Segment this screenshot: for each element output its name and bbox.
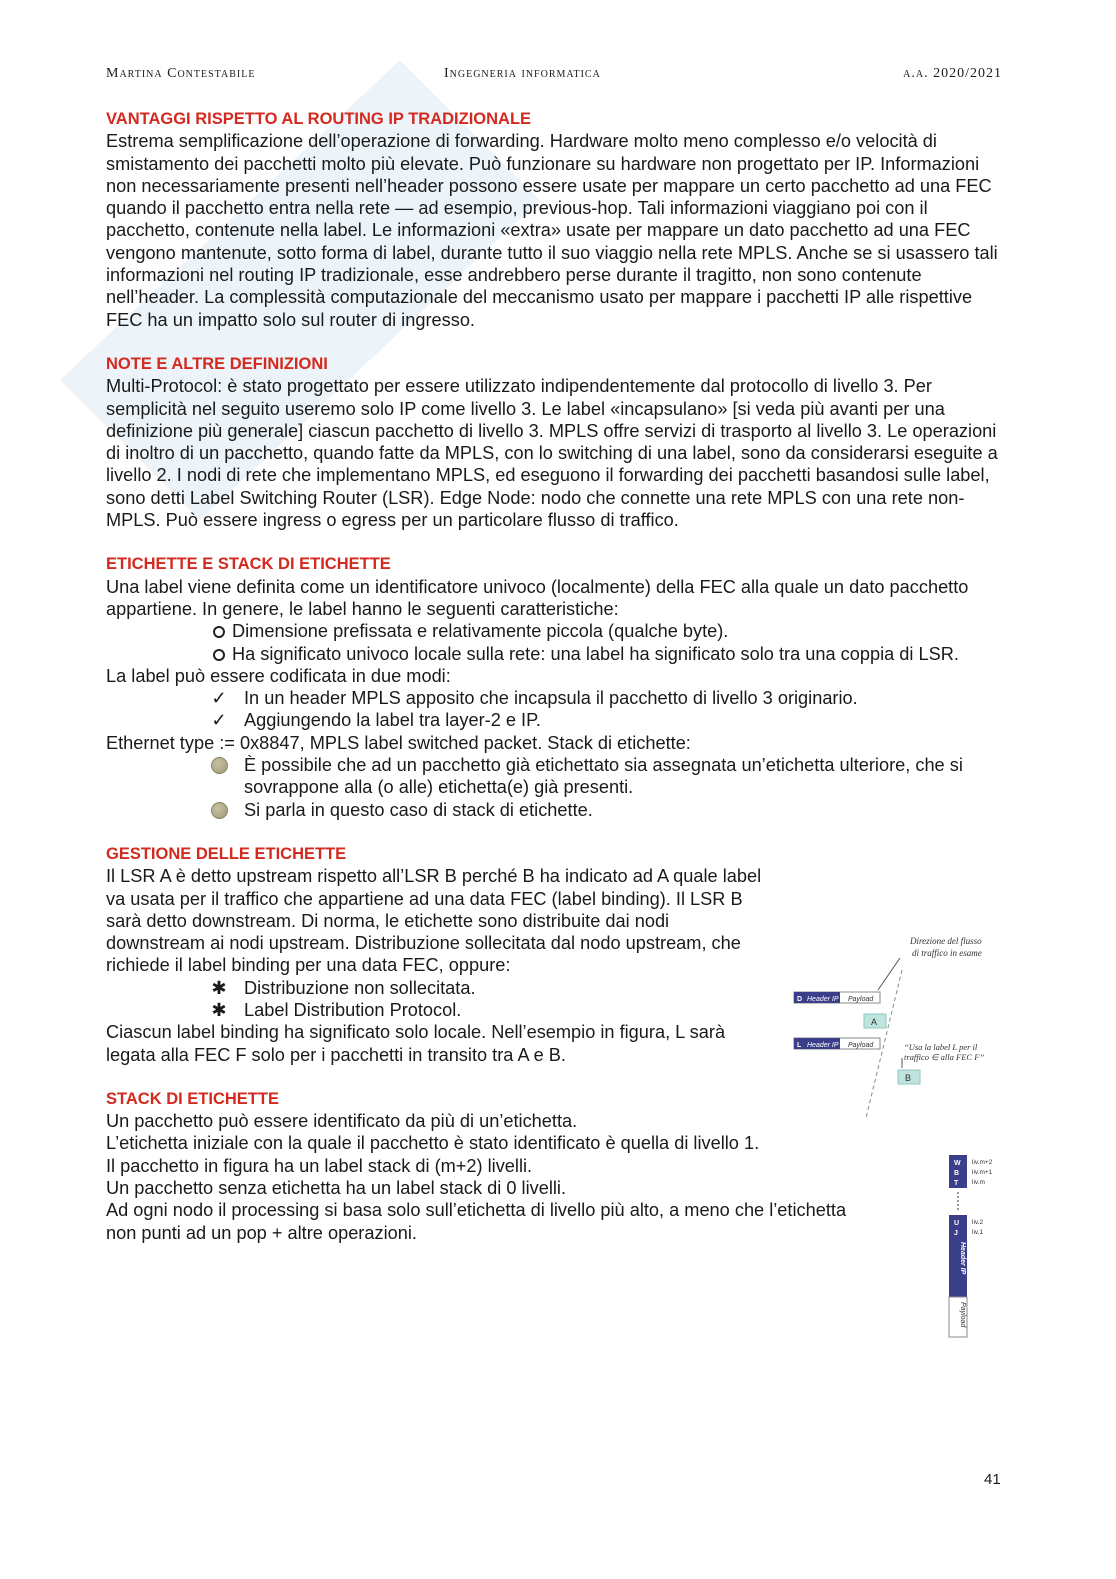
quote-text: “Usa la label L per il [904,1042,978,1052]
stack-label: J [954,1230,958,1237]
direction-label: di traffico in esame [912,948,982,958]
packet-label: L [797,1042,802,1049]
header-text: Header IP [807,1042,839,1049]
stack-level: liv.m+2 [972,1159,993,1166]
packet-label: D [797,996,803,1003]
section-body: Multi-Protocol: è stato progettato per essere utilizzato indipendentemente dal protocollo di livello 3. Per semplicità nel seguito useremo solo IP come livello 3. Le label «incapsulano» [si veda più avanti per una definizione più generale] ciascun pacchetto di livello 3. MPLS offre servizi di trasporto al livello 3. Le operazioni di inoltro di un pacchetto, quando fatte da MPLS, con lo switching di una label, sono da considerarsi eseguite a livello 2. I nodi di rete che implementano MPLS, ed eseguono il forwarding dei pacchetti basandosi sulle label, sono detti Label Switching Router (LSR). Edge Node: nodo che connette una rete MPLS con una rete non-MPLS. Può essere ingress o egress per un particolare flusso di traffico. [106,376,998,531]
section-closing: Ciascun label binding ha significato solo locale. Nell’esempio in figura, L sarà legata alla FEC F solo per i pacchetti in transito tra A e B. [106,1022,726,1065]
coding-intro: La label può essere codificata in due modi: [106,665,451,686]
header-author: Martina Contestabile [106,66,256,81]
list-item: ✱ Distribuzione non sollecitata. [211,977,476,998]
payload-text: Payload [848,996,874,1003]
direction-label: Direzione del flusso [910,936,982,946]
quote-text: traffico ∈ alla FEC F” [904,1052,985,1062]
node-a-label: A [871,1017,878,1027]
stack-line: Il pacchetto in figura ha un label stack di (m+2) livelli. [106,1155,533,1176]
header-text: Header IP [959,1242,966,1275]
list-item: Ha significato univoco locale sulla rete: una label ha significato solo tra una coppia di LSR. [106,643,1006,665]
list-item: ✱ Label Distribution Protocol. [211,999,462,1020]
circle-bullet-icon [210,620,228,643]
asterisk-icon: ✱ [211,999,227,1020]
header-year: a.a. 2020/2021 [903,66,1002,81]
check-icon: ✓ [211,710,227,731]
section-body: Il LSR A è detto upstream rispetto all’LSR B perché B ha indicato ad A quale label va usata per il traffico che appartiene ad una data FEC (label binding). Il LSR B sarà detto downstream. Di norma, le etichette sono distribuite dai nodi downstream ai nodi upstream. Distribuzione sollecitata dal nodo upstream, che richiede il label binding per una data FEC, oppure: [106,866,762,976]
dot-bullet-icon [210,754,228,779]
circle-bullet-icon [210,643,228,666]
section-body: Estrema semplificazione dell’operazione di forwarding. Hardware molto meno complesso e/o velocità di smistamento dei pacchetti molto più elevate. Può funzionare su hardware non progettato per IP. Informazioni non necessariamente presenti nell’header possono essere usate per mappare un certo pacchetto ad una FEC quando il pacchetto entra nella rete — ad esempio, previous-hop. Tali informazioni viaggiano poi con il pacchetto, contenute nella label. Le informazioni «extra» usate per mappare un dato pacchetto ad una FEC vengono mantenute, sotto forma di label, durante tutto il suo viaggio nella rete MPLS. Anche se si usassero tali informazioni nel routing IP tradizionale, esse andrebbero perse durante il tragitto, non sono contenute nell’header. La complessità computazionale del meccanismo usato per mappare i pacchetti IP alle rispettive FEC ha un impatto solo sul router di ingresso. [106,131,998,330]
stack-label: B [954,1170,960,1177]
section-intro: Una label viene definita come un identificatore univoco (localmente) della FEC alla quale un dato pacchetto appartiene. In genere, le label hanno le seguenti caratteristiche: [106,576,969,619]
stack-line: L’etichetta iniziale con la quale il pacchetto è stato identificato è quella di livello 1. [106,1133,760,1154]
node-b-label: B [905,1073,912,1083]
stack-level: liv.2 [972,1219,984,1226]
header-course: Ingegneria informatica [444,66,601,81]
asterisk-icon: ✱ [211,977,227,998]
check-icon: ✓ [211,688,227,709]
list-item: Si parla in questo caso di stack di etichette. [106,799,1006,821]
stack-level: liv.m+1 [972,1169,993,1176]
direction-arrow [878,958,900,990]
page-header [106,66,1002,86]
payload-text: Payload [848,1042,874,1049]
ethertype-line: Ethernet type := 0x8847, MPLS label switched packet. Stack di etichette: [106,732,691,753]
header-text: Header IP [807,996,839,1003]
stack-line: Ad ogni nodo il processing si basa solo sull’etichetta di livello più alto, a meno che l’etichetta non punti ad un pop + altre operazioni. [106,1200,847,1243]
list-item: È possibile che ad un pacchetto già etichettato sia assegnata un’etichetta ulteriore, che si sovrappone alla (o alle) etichetta(e) già presenti. [106,754,1006,799]
section-title: ETICHETTE E STACK DI ETICHETTE [106,555,391,574]
page-number: 41 [984,1471,1001,1488]
payload-text: Payload [959,1302,966,1328]
stack-label: W [954,1160,961,1167]
section-title: NOTE E ALTRE DEFINIZIONI [106,354,328,373]
section-title: VANTAGGI RISPETTO AL ROUTING IP TRADIZIONALE [106,110,532,128]
stack-points-list [106,754,1006,821]
label-stack-figure [944,1152,1014,1342]
coding-list [106,687,1006,732]
section-title: STACK DI ETICHETTE [106,1089,279,1108]
stack-line: Un pacchetto senza etichetta ha un label stack di 0 livelli. [106,1178,567,1199]
section-vantaggi [106,108,1006,331]
list-item: ✓ In un header MPLS apposito che incapsula il pacchetto di livello 3 originario. [211,688,858,709]
stack-line: Un pacchetto può essere identificato da più di un’etichetta. [106,1111,578,1132]
section-etichette [106,553,1006,821]
label-binding-figure [788,930,1013,1122]
stack-label: T [954,1180,959,1187]
dot-bullet-icon [210,799,228,824]
stack-level: liv.1 [972,1229,984,1236]
section-note [106,353,1006,531]
section-title: GESTIONE DELLE ETICHETTE [106,844,347,863]
stack-label: U [954,1220,960,1227]
features-list [106,620,1006,665]
list-item: ✓ Aggiungendo la label tra layer-2 e IP. [211,710,541,731]
stack-level: liv.m [972,1179,985,1186]
list-item: Dimensione prefissata e relativamente piccola (qualche byte). [106,620,1006,642]
